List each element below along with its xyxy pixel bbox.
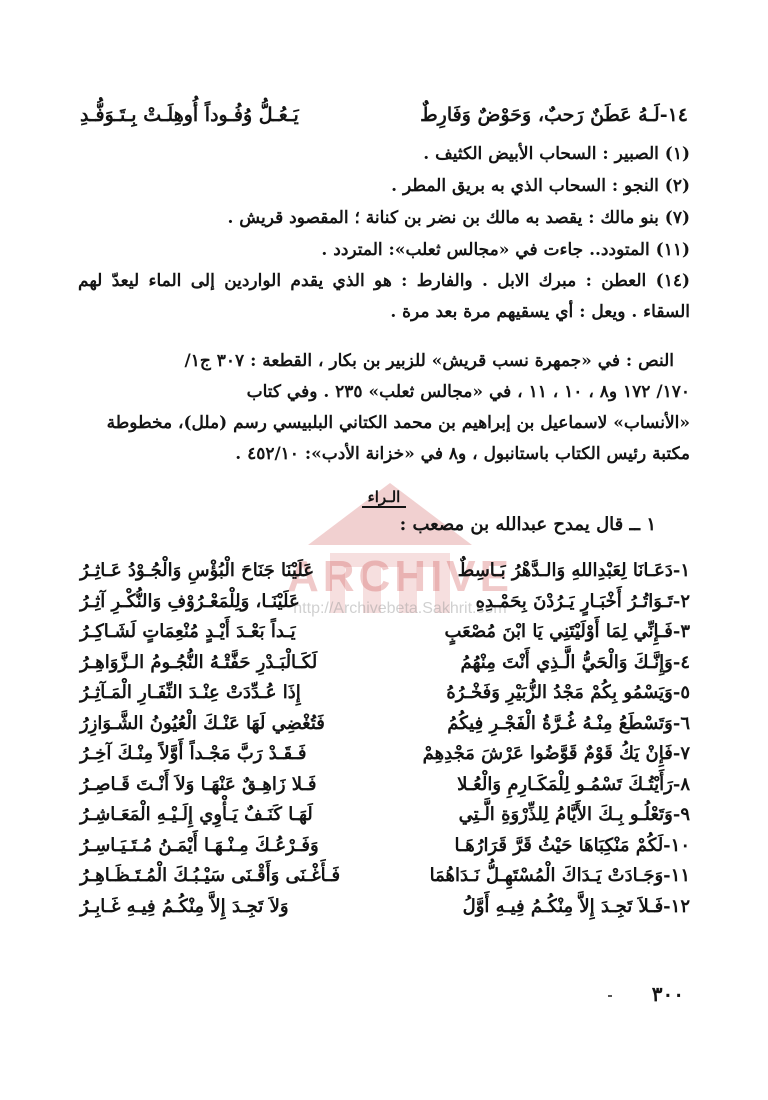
source-line: مكتبة رئيس الكتاب باستانبول ، و٨ في «خزانة الأدب»: ٤٥٢/١٠ . (235, 444, 690, 464)
verse-hemistich-second: عَلَيْنَا جَنَاحَ الْبُؤْسِ وَالْجُـوْدُ عَـاثِـرُ (80, 560, 315, 581)
poem-line (80, 591, 690, 622)
verse-hemistich-first: ٦-وَتَسْطَعُ مِنْـهُ غُـرَّةُ الْفَجْـرِ فِيكُمُ (447, 712, 690, 734)
verse-hemistich-first: ٣-فَـإِنِّي لِمَا أَوْلَيْتَنِي يَا ابْنَ مُصْعَبٍ (444, 621, 690, 642)
watermark-logo-text: ARCHIVE (286, 552, 514, 601)
verse-hemistich-first: ١-دَعَـانَا لِعَبْدِاللهِ وَالـدَّهْرُ بَـاسِطٌ (457, 560, 690, 581)
poem-line (80, 835, 690, 866)
verse-hemistich-first: ٥-وَيَسْمُو بِكُمْ مَجْدُ الزُّبَيْرِ وَفَخْـرُهُ (446, 682, 690, 703)
source-line: «الأنساب» لاسماعيل بن إبراهيم بن محمد الكتاني البلبيسي رسم (ملل)، مخطوطة (106, 413, 690, 433)
poem-line (80, 743, 690, 774)
verse-hemistich-second: عَلَيْنَـا، وَلِلْمَعْـرُوْفِ وَالنُّكْـرِ آثِـرُ (80, 590, 300, 612)
continued-verse (80, 104, 688, 132)
poem-line (80, 865, 690, 896)
verse-hemistich-second: فَـلا زَاهِـقٌ عَنْهَـا وَلاَ أَنْـتَ قَـاصِـرُ (80, 773, 317, 795)
verse-hemistich-first: ٤-وَإِنَّـكَ وَالْحَيُّ الَّـذِي أَنْتَ مِنْهُمُ (460, 651, 690, 673)
verse-hemistich-first: ٧-فَإِنْ يَكُ قَوْمٌ قَوَّضُوا عَرْشَ مَجْدِهِمْ (422, 743, 690, 764)
footnote: (١٤) العطن : مبرك الابل . والفارط : هو الذي يقدم الواردين إلى الماء ليعدّ لهم السقاء . ويعل : أي يسقيهم مرة بعد مرة . (78, 271, 690, 322)
verse-hemistich-first: ١٤-لَـهُ عَطَنٌ رَحبٌ، وَحَوْضٌ وَفَارِطٌ (420, 104, 688, 126)
page-number: ٣٠٠ (651, 982, 684, 1006)
poem-line (80, 682, 690, 713)
poem-line (80, 804, 690, 835)
poem-line (80, 774, 690, 805)
verse-hemistich-first: ١٢-فَـلاَ تَجِـدَ إِلاَّ مِنْكُـمُ فِيـهِ أَوَّلُ (462, 895, 690, 917)
verse-hemistich-second: فَتُغْضِي لَهَا عَنْـكَ الْعُيُونُ الشَّـوَازِرُ (80, 712, 325, 734)
verse-hemistich-second: وَفَـرْعُـكَ مِـنْـهَـا أَيْمَـنُ مُـتَـيَـاسِـرُ (80, 834, 319, 856)
poem (80, 560, 690, 926)
verse-hemistich-second: فَـأَغْـنَى وَأَقْـنَى سَيْـبُـكَ الْمُـتَـظَـاهِـرُ (80, 865, 341, 886)
verse-hemistich-second: فَـقَـدْ رَبَّ مَجْـداً أَوَّلاً مِنْـكَ آخِـرُ (80, 743, 307, 764)
verse-hemistich-first: ١١-وَجَـادَتْ يَـدَاكَ الْمُسْتَهِـلُّ نَـدَاهُمَا (429, 865, 690, 886)
poem-line (80, 652, 690, 683)
verse-hemistich-second: يَـداً بَعْـدَ أَيْـدٍ مُنْعِمَاتٍ لَشَـاكِـرُ (80, 621, 296, 642)
source-line: ١٧٠/ ١٧٢ و٨ ، ١٠ ، ١١ ، في «مجالس ثعلب» ٢٣٥ . وفي كتاب (246, 382, 690, 402)
watermark-url: http://Archivebeta.Sakhrit.com (293, 600, 507, 617)
verse-hemistich-first: ١٠-لَكُمْ مَنْكِبَاهَا حَيْثُ قَرَّ قَرَارُهَـا (454, 834, 690, 856)
section-heading-text: الـراء (362, 488, 407, 508)
poem-line (80, 713, 690, 744)
verse-hemistich-second: لَهَـا كَنَـفٌ يَـأْوِي إِلَـيْـهِ الْمَعَـاشِـرُ (80, 804, 313, 825)
footnote: (٧) بنو مالك : يقصد به مالك بن نضر بن كنانة ؛ المقصود قريش . (227, 208, 690, 228)
verse-hemistich-first: ٩-وَتَعْلُـو بِـكَ الأَيَّامُ لِلذِّرْوَةِ الَّـتِي (458, 804, 690, 825)
verse-hemistich-first: ٢-تَـوَاتُـرُ أَخْبَـارٍ يَـرُدْنَ بِحَمْـدِهِ (475, 590, 690, 612)
source-paragraph (80, 346, 690, 470)
source-line: النص : في «جمهرة نسب قريش» للزبير بن بكار ، القطعة : ٣٠٧ ج١/ (184, 351, 674, 371)
verse-hemistich-second: وَلاَ تَجِـدَ إِلاَّ مِنْكُـمُ فِيـهِ غَـابِـرُ (80, 895, 289, 917)
footnote: (٢) النجو : السحاب الذي به بريق المطر . (391, 176, 690, 196)
verse-hemistich-second: يَـعُـلُّ وُفُـوداً أُوهِلَـتْ بِـتَـوَفُّـدِ (80, 104, 299, 126)
footnote: (١) الصبير : السحاب الأبيض الكثيف . (423, 144, 690, 164)
poem-line (80, 896, 690, 927)
verse-hemistich-second: لَكَـالْبَـدْرِ حَفَّتْـهُ النُّجُـومُ الـزَّوَاهِـرُ (80, 651, 318, 673)
footnote: (١١) المتودد.. جاءت في «مجالس ثعلب»: المتردد . (321, 240, 690, 260)
footnotes (78, 138, 690, 328)
verse-hemistich-first: ٨-رَأَيْتُـكَ تَسْمُـو لِلْمَكَـارِمِ وَالْعُـلا (457, 773, 690, 795)
poem-line (80, 621, 690, 652)
poem-intro: ١ ــ قال يمدح عبدالله بن مصعب : (399, 514, 656, 535)
poem-line (80, 560, 690, 591)
print-mark (608, 995, 612, 997)
verse-hemistich-second: إِذَا عُـدِّدَتْ عِنْـدَ النِّفَـارِ الْمَـآثِـرُ (80, 682, 301, 703)
section-heading (0, 488, 768, 506)
